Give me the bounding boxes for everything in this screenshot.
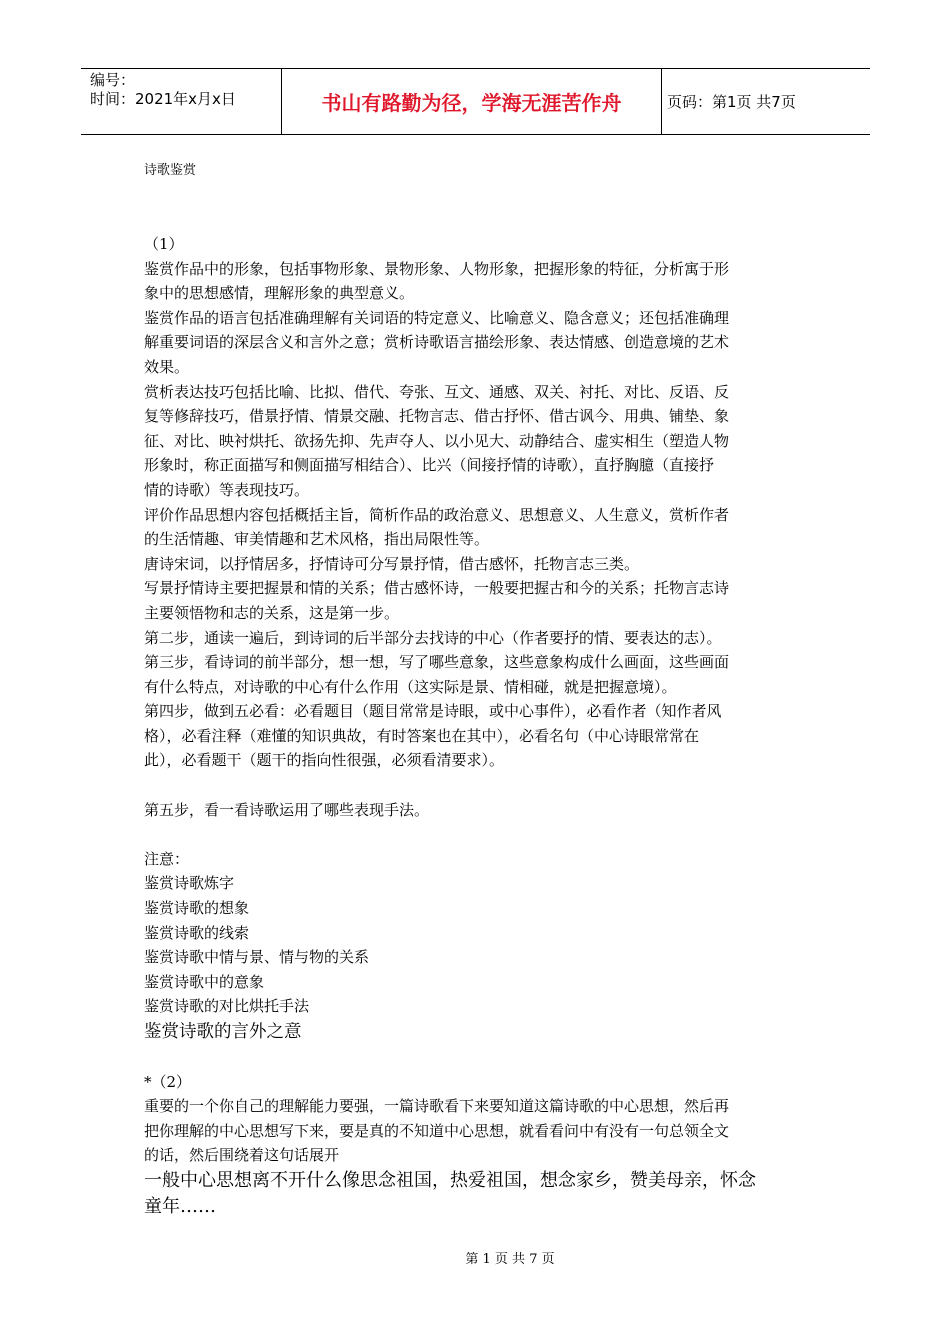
note-item: 鉴赏诗歌的对比烘托手法 [144, 997, 310, 1016]
paragraph-line: 有什么特点，对诗歌的中心有什么作用（这实际是景、情相碰，就是把握意境）。 [144, 677, 677, 696]
page-header [81, 68, 870, 135]
paragraph-line: 格），必看注释（难懂的知识典故，有时答案也在其中），必看名句（中心诗眼常常在 [144, 726, 700, 745]
blank-line [144, 822, 824, 847]
paragraph-line: 此），必看题干（题干的指向性很强，必须看清要求）。 [144, 751, 505, 770]
header-motto-cell [281, 69, 662, 134]
paragraph-line: 形象时，称正面描写和侧面描写相结合）、比兴（间接抒情的诗歌），直抒胸臆（直接抒 [144, 456, 715, 475]
paragraph-line: 效果。 [144, 357, 190, 376]
time-label: 时间：2021年x月x日 [90, 90, 236, 108]
paragraph-line: 写景抒情诗主要把握景和情的关系；借古感怀诗，一般要把握古和今的关系；托物言志诗 [144, 579, 730, 598]
paragraph-line: 的生活情趣、审美情趣和艺术风格，指出局限性等。 [144, 530, 490, 549]
paragraph-line: 第二步，通读一遍后，到诗词的后半部分去找诗的中心（作者要抒的情、要表达的志）。 [144, 628, 722, 647]
number-label: 编号： [90, 71, 136, 89]
note-item-last: 鉴赏诗歌的言外之意 [144, 1022, 302, 1042]
section-2-marker: *（2） [144, 1072, 192, 1091]
paragraph-line: 重要的一个你自己的理解能力要强，一篇诗歌看下来要知道这篇诗歌的中心思想，然后再 [144, 1097, 730, 1116]
paragraph-line: 赏析表达技巧包括比喻、比拟、借代、夸张、互文、通感、双关、衬托、对比、反语、反 [144, 382, 730, 401]
paragraph-line-large: 童年…… [144, 1195, 216, 1217]
document-title: 诗歌鉴赏 [144, 163, 197, 178]
paragraph-line: 复等修辞技巧，借景抒情、情景交融、托物言志、借古抒怀、借古讽今、用典、铺垫、象 [144, 407, 730, 426]
step-5-line: 第五步，看一看诗歌运用了哪些表现手法。 [144, 800, 430, 819]
paragraph-line: 评价作品思想内容包括概括主旨，简析作品的政治意义、思想意义、人生意义，赏析作者 [144, 505, 730, 524]
paragraph-line-large: 一般中心思想离不开什么像思念祖国，热爱祖国，想念家乡，赞美母亲，怀念 [144, 1169, 756, 1191]
document-title-block [144, 160, 824, 182]
page-footer: 第 1 页 共 7 页 [465, 1252, 555, 1267]
paragraph-line: 征、对比、映衬烘托、欲扬先抑、先声夺人、以小见大、动静结合、虚实相生（塑造人物 [144, 431, 730, 450]
blank-line [144, 1045, 824, 1070]
motto-text: 书山有路勤为径，学海无涯苦作舟 [321, 91, 622, 115]
paragraph-line: 解重要词语的深层含义和言外之意；赏析诗歌语言描绘形象、表达情感、创造意境的艺术 [144, 333, 730, 352]
paragraph-line: 情的诗歌）等表现技巧。 [144, 480, 310, 499]
note-label: 注意： [144, 849, 190, 868]
note-item: 鉴赏诗歌中情与景、情与物的关系 [144, 948, 370, 967]
document-body [144, 232, 824, 1220]
section-1-marker: （1） [144, 235, 184, 253]
paragraph-line: 象中的思想感情，理解形象的典型意义。 [144, 284, 415, 303]
paragraph-line: 鉴赏作品的语言包括准确理解有关词语的特定意义、比喻意义、隐含意义；还包括准确理 [144, 308, 730, 327]
note-item: 鉴赏诗歌的想象 [144, 899, 250, 918]
paragraph-line: 把你理解的中心思想写下来，要是真的不知道中心思想，就看看问中有没有一句总领全文 [144, 1121, 730, 1140]
paragraph-line: 鉴赏作品中的形象，包括事物形象、景物形象、人物形象，把握形象的特征，分析寓于形 [144, 259, 730, 278]
paragraph-line: 第三步，看诗词的前半部分，想一想，写了哪些意象，这些意象构成什么画面，这些画面 [144, 653, 730, 672]
paragraph-line: 唐诗宋词，以抒情居多，抒情诗可分写景抒情，借古感怀，托物言志三类。 [144, 554, 640, 573]
header-left-cell [81, 69, 281, 134]
paragraph-line: 第四步，做到五必看：必看题目（题目常常是诗眼，或中心事件），必看作者（知作者风 [144, 702, 722, 721]
header-page-cell [662, 69, 870, 134]
blank-line [144, 773, 824, 798]
paragraph-line: 主要领悟物和志的关系，这是第一步。 [144, 603, 400, 622]
paragraph-line: 的话，然后围绕着这句话展开 [144, 1146, 340, 1165]
page-label: 页码：第1页 共7页 [667, 93, 796, 111]
note-item: 鉴赏诗歌炼字 [144, 874, 235, 893]
note-item: 鉴赏诗歌的线索 [144, 923, 250, 942]
note-item: 鉴赏诗歌中的意象 [144, 972, 265, 991]
